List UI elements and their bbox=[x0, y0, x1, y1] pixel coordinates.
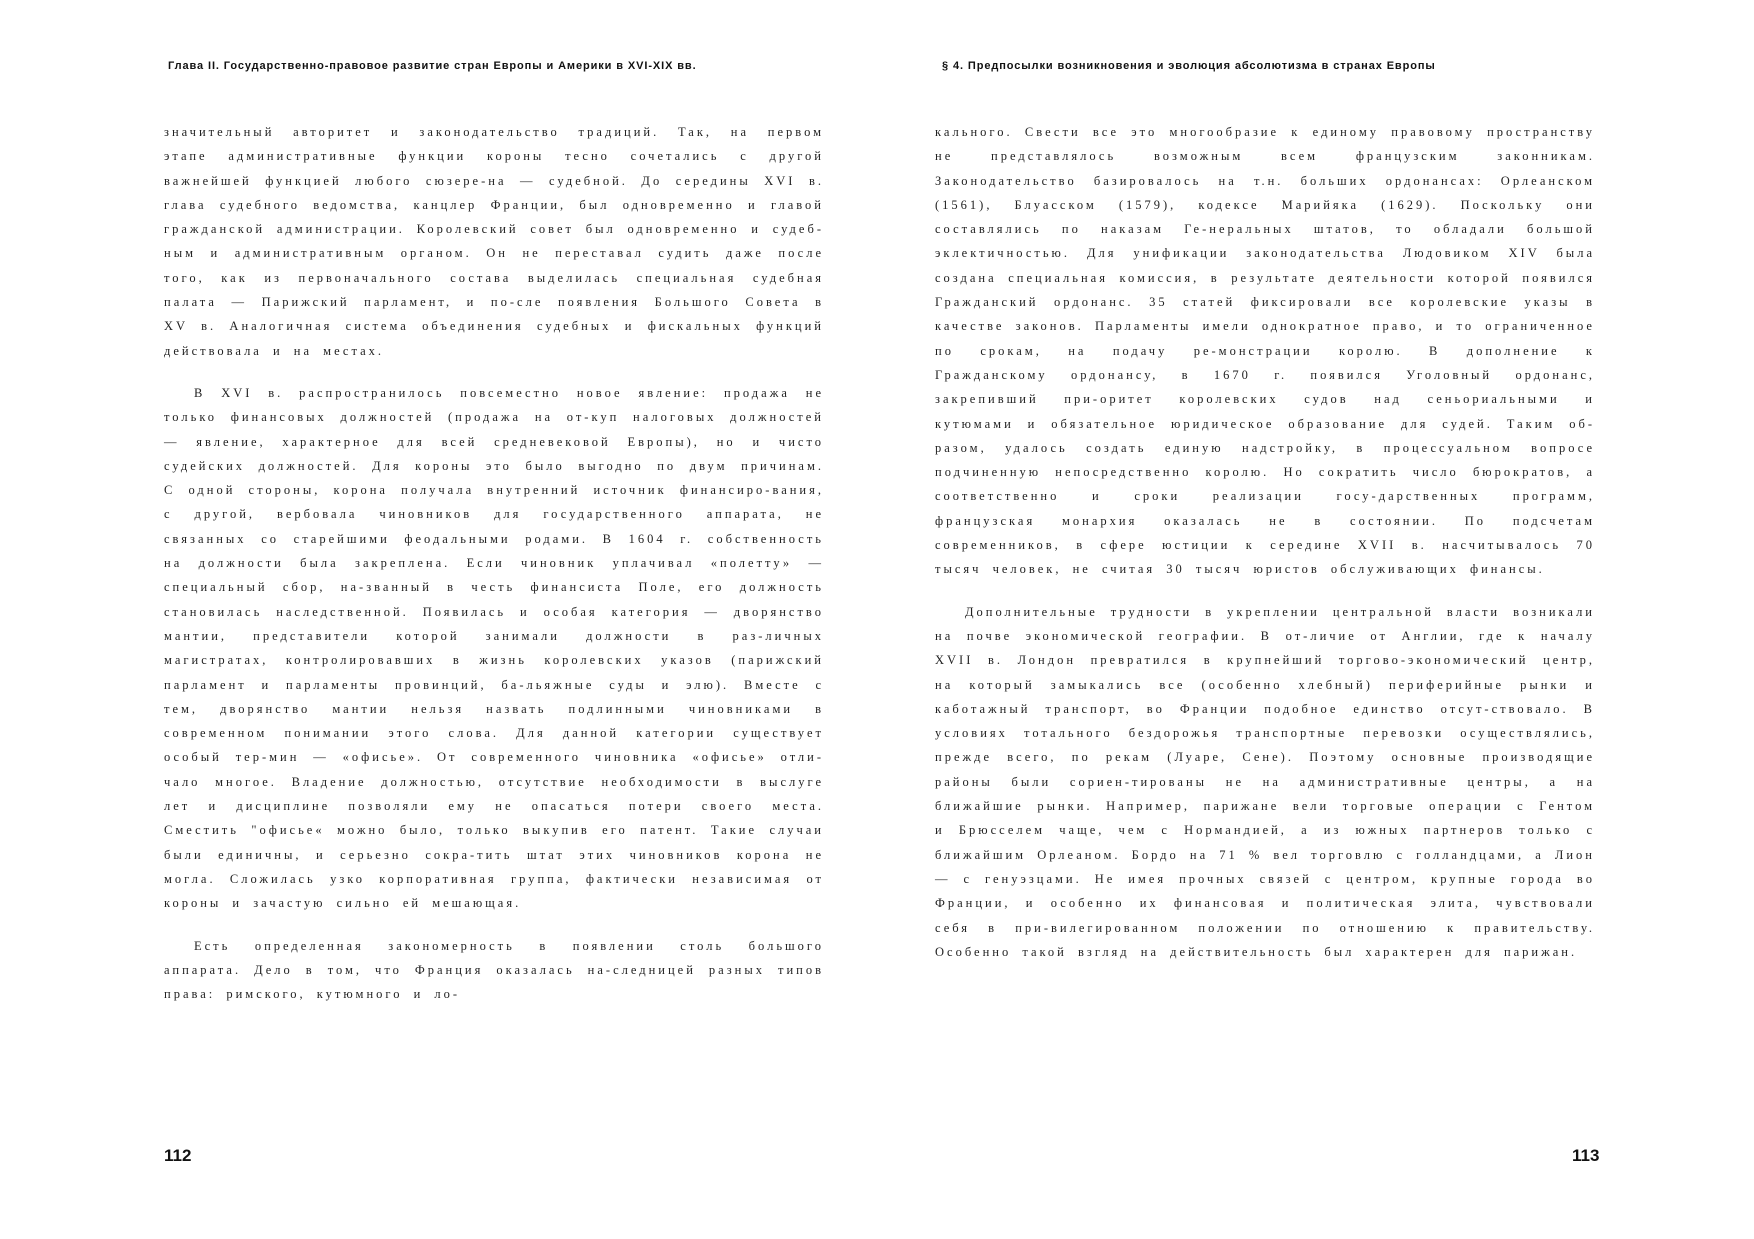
running-head-left: Глава II. Государственно-правовое развитие стран Европы и Америки в XVI-XIX вв. bbox=[168, 60, 697, 72]
body-text-left bbox=[164, 120, 824, 1024]
page-number-right: 113 bbox=[1572, 1146, 1600, 1165]
paragraph: Дополнительные трудности в укреплении центральной власти возникали на почве экономической географии. В от-личие от Англии, где к началу XVII в. Лондон превратился в крупнейший торгово-экономический центр, на который замыкались все (особенно хлебный) периферийные рынки и каботажный транспорт, во Франции подобное единство отсут-ствовало. В условиях тотального бездорожья транспортные перевозки осуществлялись, прежде всего, по рекам (Луаре, Сене). Поэтому основные производящие районы были сориен-тированы не на административные центры, а на ближайшие рынки. Например, парижане вели торговые операции с Гентом и Брюсселем чаще, чем с Нормандией, а из южных партнеров только с ближайшим Орлеаном. Бордо на 71 % вел торговлю с голландцами, а Лион — с генуэзцами. Не имея прочных связей с центром, крупные города во Франции, и особенно их финансовая и политическая элита, чувствовали себя в при-вилегированном положении по отношению к правительству. Особенно такой взгляд на действительность был характерен для парижан. bbox=[935, 604, 1595, 959]
paragraph: Есть определенная закономерность в появлении столь большого аппарата. Дело в том, что Франция оказалась на-следницей разных типов права: римского, кутюмного и ло- bbox=[164, 938, 824, 1002]
running-head-right: § 4. Предпосылки возникновения и эволюция абсолютизма в странах Европы bbox=[942, 60, 1436, 72]
paragraph: кального. Свести все это многообразие к единому правовому пространству не представлялось возможным всем французским законникам. Законодательство базировалось на т.н. больших ордонансах: Орлеанском (1561), Блуасском (1579), кодексе Марийяка (1629). Поскольку они составлялись по наказам Ге-неральных штатов, то обладали большой эклектичностью. Для унификации законодательства Людовиком XIV была создана специальная комиссия, в результате деятельности которой появился Гражданский ордонанс. 35 статей фиксировали все королевские указы в качестве законов. Парламенты имели однократное право, и то ограниченное по срокам, на подачу ре-монстрации королю. В дополнение к Гражданскому ордонансу, в 1670 г. появился Уголовный ордонанс, закрепивший при-оритет королевских судов над сеньориальными и кутюмами и обязательное юридическое образование для судей. Таким об-разом, удалось создать единую надстройку, в процессуальном вопросе подчиненную непосредственно королю. Но сократить число бюрократов, а соответственно и сроки реализации госу-дарственных программ, французская монархия оказалась не в состоянии. По подсчетам современников, в сфере юстиции к середине XVII в. насчитывалось 70 тысяч человек, не считая 30 тысяч юристов обслуживающих финансы. bbox=[935, 125, 1595, 577]
body-text-right bbox=[935, 120, 1595, 982]
paragraph: значительный авторитет и законодательство традиций. Так, на первом этапе административные функции короны тесно сочетались с другой важнейшей функцией любого сюзере-на — судебной. До середины XVI в. глава судебного ведомства, канцлер Франции, был одновременно и главой гражданской администрации. Королевский совет был одновременно и судеб-ным и административным органом. Он не переставал судить даже после того, как из первоначального состава выделилась специальная судебная палата — Парижский парламент, и по-сле появления Большого Совета в XV в. Аналогичная система объединения судебных и фискальных функций действовала и на местах. bbox=[164, 125, 824, 358]
paragraph: В XVI в. распространилось повсеместно новое явление: продажа не только финансовых должностей (продажа на от-куп налоговых должностей — явление, характерное для всей средневековой Европы), но и чисто судейских должностей. Для короны это было выгодно по двум причинам. С одной стороны, корона получала внутренний источник финансиро-вания, с другой, вербовала чиновников для государственного аппарата, не связанных со старейшими феодальными родами. В 1604 г. собственность на должности была закреплена. Если чиновник уплачивал «полетту» — специальный сбор, на-званный в честь финансиста Поле, его должность становилась наследственной. Появилась и особая категория — дворянство мантии, представители которой занимали должности в раз-личных магистратах, контролировавших в жизнь королевских указов (парижский парламент и парламенты провинций, ба-льяжные суды и элю). Вместе с тем, дворянство мантии нельзя назвать подлинными чиновниками в современном понимании этого слова. Для данной категории существует особый тер-мин — «офисье». От современного чиновника «офисье» отли-чало многое. Владение должностью, отсутствие необходимости в выслуге лет и дисциплине позволяли ему не опасаться потери своего места. Сместить "офисье« можно было, только выкупив его патент. Такие случаи были единичны, и серьезно сокра-тить штат этих чиновников корона не могла. Сложилась узко корпоративная группа, фактически независимая от короны и зачастую сильно ей мешающая. bbox=[164, 385, 824, 911]
right-page bbox=[877, 0, 1754, 1239]
page-number-left: 112 bbox=[164, 1146, 192, 1165]
